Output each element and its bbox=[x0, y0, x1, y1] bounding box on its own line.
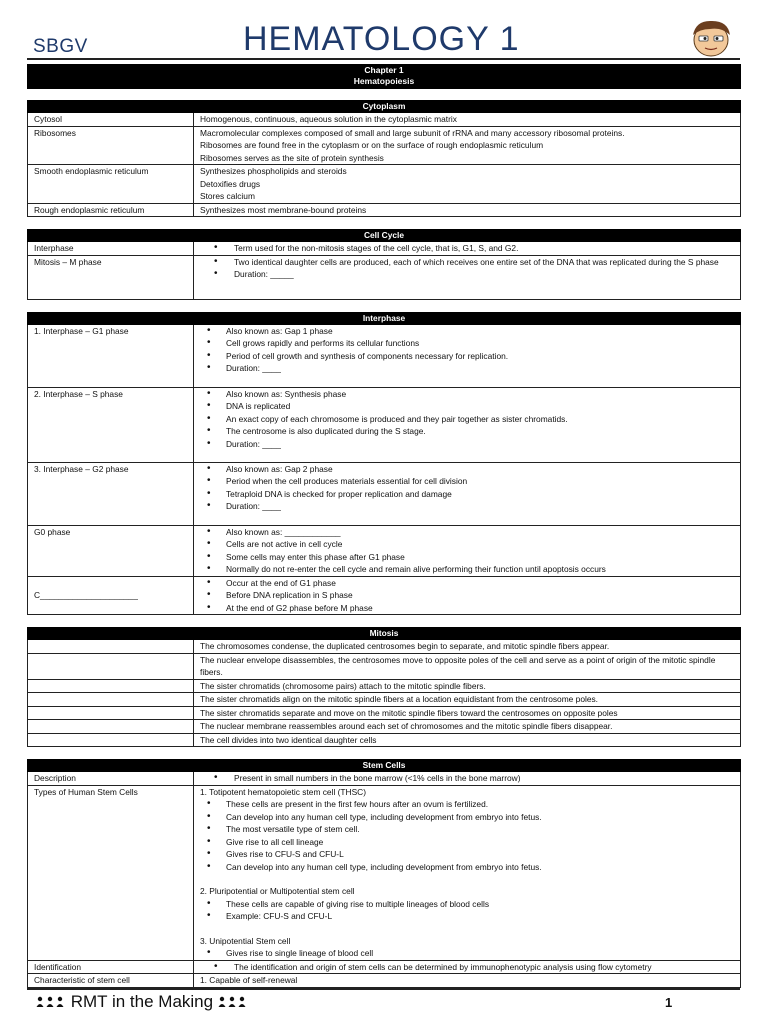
list-item: • Period when the cell produces materials essential for cell division bbox=[200, 475, 734, 488]
list-item: • Duration: _____ bbox=[200, 268, 734, 281]
list-item: • The identification and origin of stem cells can be determined by immunophenotypic analysis using flow cytometry bbox=[200, 961, 734, 974]
table-row bbox=[28, 960, 741, 974]
page-header bbox=[0, 0, 768, 62]
table-row bbox=[28, 324, 741, 387]
list-item: • Two identical daughter cells are produced, each of which receives one entire set of the DNA that was replicated during the S phase bbox=[200, 256, 734, 269]
row-label: C_____________________ bbox=[28, 576, 194, 615]
chapter-title: Hematopoiesis bbox=[353, 76, 415, 86]
blank-cell bbox=[28, 733, 194, 747]
list-item: • Also known as: Synthesis phase bbox=[200, 388, 734, 401]
row-text: The cell divides into two identical daughter cells bbox=[194, 733, 741, 747]
stem-type-heading: 3. Unipotential Stem cell bbox=[200, 935, 291, 946]
list-item: • Also known as: ____________ bbox=[200, 526, 734, 539]
section-title: Interphase bbox=[28, 312, 741, 324]
list-item: • The most versatile type of stem cell. bbox=[200, 823, 734, 836]
row-label: 1. Interphase – G1 phase bbox=[28, 324, 194, 387]
mitosis-table bbox=[27, 627, 741, 747]
list-item: • These cells are present in the first few hours after an ovum is fertilized. bbox=[200, 798, 734, 811]
list-item: • Normally do not re-enter the cell cycle and remain alive performing their function until apoptosis occurs bbox=[200, 563, 734, 576]
stem-type-heading: 1. Totipotent hematopoietic stem cell (THSC) bbox=[200, 786, 367, 797]
list-item: • Also known as: Gap 2 phase bbox=[200, 463, 734, 476]
table-row bbox=[28, 113, 741, 127]
row-label: Ribosomes bbox=[28, 126, 194, 165]
blank-cell bbox=[28, 640, 194, 654]
list-item: • These cells are capable of giving rise to multiple lineages of blood cells bbox=[200, 898, 734, 911]
spacer bbox=[200, 873, 734, 885]
list-item: • Can develop into any human cell type, including development from embryo into fetus. bbox=[200, 811, 734, 824]
row-label: Mitosis – M phase bbox=[28, 255, 194, 299]
stem-cells-table bbox=[27, 759, 741, 988]
list-item: • Occur at the end of G1 phase bbox=[200, 577, 734, 590]
table-row bbox=[28, 720, 741, 734]
row-text: The nuclear membrane reassembles around each set of chromosomes and the mitotic spindle fibers disappear. bbox=[194, 720, 741, 734]
row-label: Description bbox=[28, 772, 194, 786]
table-row bbox=[28, 525, 741, 576]
interphase-table bbox=[27, 312, 741, 616]
table-row bbox=[28, 974, 741, 988]
row-text: 1. Capable of self-renewal bbox=[194, 974, 741, 988]
row-label: Identification bbox=[28, 960, 194, 974]
blank-cell bbox=[28, 706, 194, 720]
org-name: SBGV bbox=[33, 36, 88, 57]
list-item: • Before DNA replication in S phase bbox=[200, 589, 734, 602]
list-item: • Also known as: Gap 1 phase bbox=[200, 325, 734, 338]
cartoon-face-icon bbox=[688, 17, 734, 57]
triple-figure-icon bbox=[36, 996, 66, 1008]
spacer bbox=[200, 923, 734, 935]
blank-cell bbox=[28, 720, 194, 734]
table-row bbox=[28, 203, 741, 217]
section-title: Cytoplasm bbox=[28, 101, 741, 113]
list-item: • At the end of G2 phase before M phase bbox=[200, 602, 734, 615]
list-item: • Present in small numbers in the bone marrow (<1% cells in the bone marrow) bbox=[200, 772, 734, 785]
list-item: • An exact copy of each chromosome is produced and they pair together as sister chromatids. bbox=[200, 413, 734, 426]
list-item: • DNA is replicated bbox=[200, 400, 734, 413]
table-row bbox=[28, 772, 741, 786]
section-title: Stem Cells bbox=[28, 760, 741, 772]
cytoplasm-table bbox=[27, 100, 741, 217]
row-label: G0 phase bbox=[28, 525, 194, 576]
list-item: • Example: CFU-S and CFU-L bbox=[200, 910, 734, 923]
row-text: Stores calcium bbox=[200, 191, 255, 201]
list-item: • Some cells may enter this phase after G1 phase bbox=[200, 551, 734, 564]
table-row bbox=[28, 653, 741, 679]
footer-rule bbox=[27, 988, 740, 990]
table-row bbox=[28, 165, 741, 204]
row-label: Interphase bbox=[28, 242, 194, 256]
row-label: Rough endoplasmic reticulum bbox=[28, 203, 194, 217]
row-text: The sister chromatids align on the mitotic spindle fibers at a location equidistant from the centrosome poles. bbox=[194, 693, 741, 707]
row-text: Ribosomes are found free in the cytoplasm or on the surface of rough endoplasmic reticulum bbox=[200, 140, 544, 150]
document-body bbox=[27, 64, 741, 988]
footer bbox=[36, 992, 248, 1012]
table-row bbox=[28, 576, 741, 615]
triple-figure-icon bbox=[218, 996, 248, 1008]
chapter-number: Chapter 1 bbox=[364, 65, 404, 75]
page-number: 1 bbox=[665, 995, 673, 1010]
table-row bbox=[28, 679, 741, 693]
row-text: Ribosomes serves as the site of protein synthesis bbox=[200, 152, 384, 163]
list-item: • Cells are not active in cell cycle bbox=[200, 538, 734, 551]
row-text: Synthesizes most membrane-bound proteins bbox=[200, 204, 367, 215]
row-label: 3. Interphase – G2 phase bbox=[28, 462, 194, 525]
row-label: Types of Human Stem Cells bbox=[28, 785, 194, 960]
list-item: • The centrosome is also duplicated during the S stage. bbox=[200, 425, 734, 438]
row-text: The sister chromatids separate and move on the mitotic spindle fibers toward the centrosomes on opposite poles bbox=[194, 706, 741, 720]
list-item: • Gives rise to single lineage of blood cell bbox=[200, 947, 734, 960]
table-row bbox=[28, 242, 741, 256]
row-label: Cytosol bbox=[28, 113, 194, 127]
stem-type-heading: 2. Pluripotential or Multipotential stem cell bbox=[200, 886, 355, 896]
row-text: Detoxifies drugs bbox=[200, 178, 261, 189]
list-item: • Give rise to all cell lineage bbox=[200, 836, 734, 849]
page-title: HEMATOLOGY 1 bbox=[243, 20, 520, 58]
table-row bbox=[28, 255, 741, 299]
row-text: Macromolecular complexes composed of small and large subunit of rRNA and many accessory ribosomal proteins. bbox=[200, 127, 625, 138]
row-label: 2. Interphase – S phase bbox=[28, 387, 194, 462]
blank-cell bbox=[28, 653, 194, 679]
list-item: • Duration: ____ bbox=[200, 362, 734, 375]
list-item: • Gives rise to CFU-S and CFU-L bbox=[200, 848, 734, 861]
blank-cell bbox=[28, 693, 194, 707]
section-title: Mitosis bbox=[28, 628, 741, 640]
list-item: • Can develop into any human cell type, including development from embryo into fetus. bbox=[200, 861, 734, 874]
cell-cycle-table bbox=[27, 229, 741, 300]
table-row bbox=[28, 733, 741, 747]
row-text: The chromosomes condense, the duplicated centrosomes begin to separate, and mitotic spindle fibers appear. bbox=[194, 640, 741, 654]
table-row bbox=[28, 462, 741, 525]
row-text: Homogenous, continuous, aqueous solution in the cytoplasmic matrix bbox=[200, 114, 457, 124]
row-label: Characteristic of stem cell bbox=[28, 974, 194, 988]
row-text: Synthesizes phospholipids and steroids bbox=[200, 166, 347, 176]
list-item: • Duration: ____ bbox=[200, 438, 734, 451]
row-text: The sister chromatids (chromosome pairs) attach to the mitotic spindle fibers. bbox=[194, 679, 741, 693]
header-rule bbox=[27, 58, 740, 60]
table-row bbox=[28, 785, 741, 960]
list-item: • Tetraploid DNA is checked for proper replication and damage bbox=[200, 488, 734, 501]
table-row bbox=[28, 126, 741, 165]
row-label: Smooth endoplasmic reticulum bbox=[28, 165, 194, 204]
table-row bbox=[28, 706, 741, 720]
table-row bbox=[28, 693, 741, 707]
list-item: • Term used for the non-mitosis stages of the cell cycle, that is, G1, S, and G2. bbox=[200, 242, 734, 255]
footer-text: RMT in the Making bbox=[70, 992, 214, 1011]
section-title: Cell Cycle bbox=[28, 230, 741, 242]
list-item: • Period of cell growth and synthesis of components necessary for replication. bbox=[200, 350, 734, 363]
list-item: • Duration: ____ bbox=[200, 500, 734, 513]
chapter-banner bbox=[27, 64, 741, 89]
list-item: • Cell grows rapidly and performs its cellular functions bbox=[200, 337, 734, 350]
row-text: The nuclear envelope disassembles, the centrosomes move to opposite poles of the cell and serve as a point of origin of the mitotic spindle fibers. bbox=[194, 653, 741, 679]
table-row bbox=[28, 640, 741, 654]
table-row bbox=[28, 387, 741, 462]
blank-cell bbox=[28, 679, 194, 693]
